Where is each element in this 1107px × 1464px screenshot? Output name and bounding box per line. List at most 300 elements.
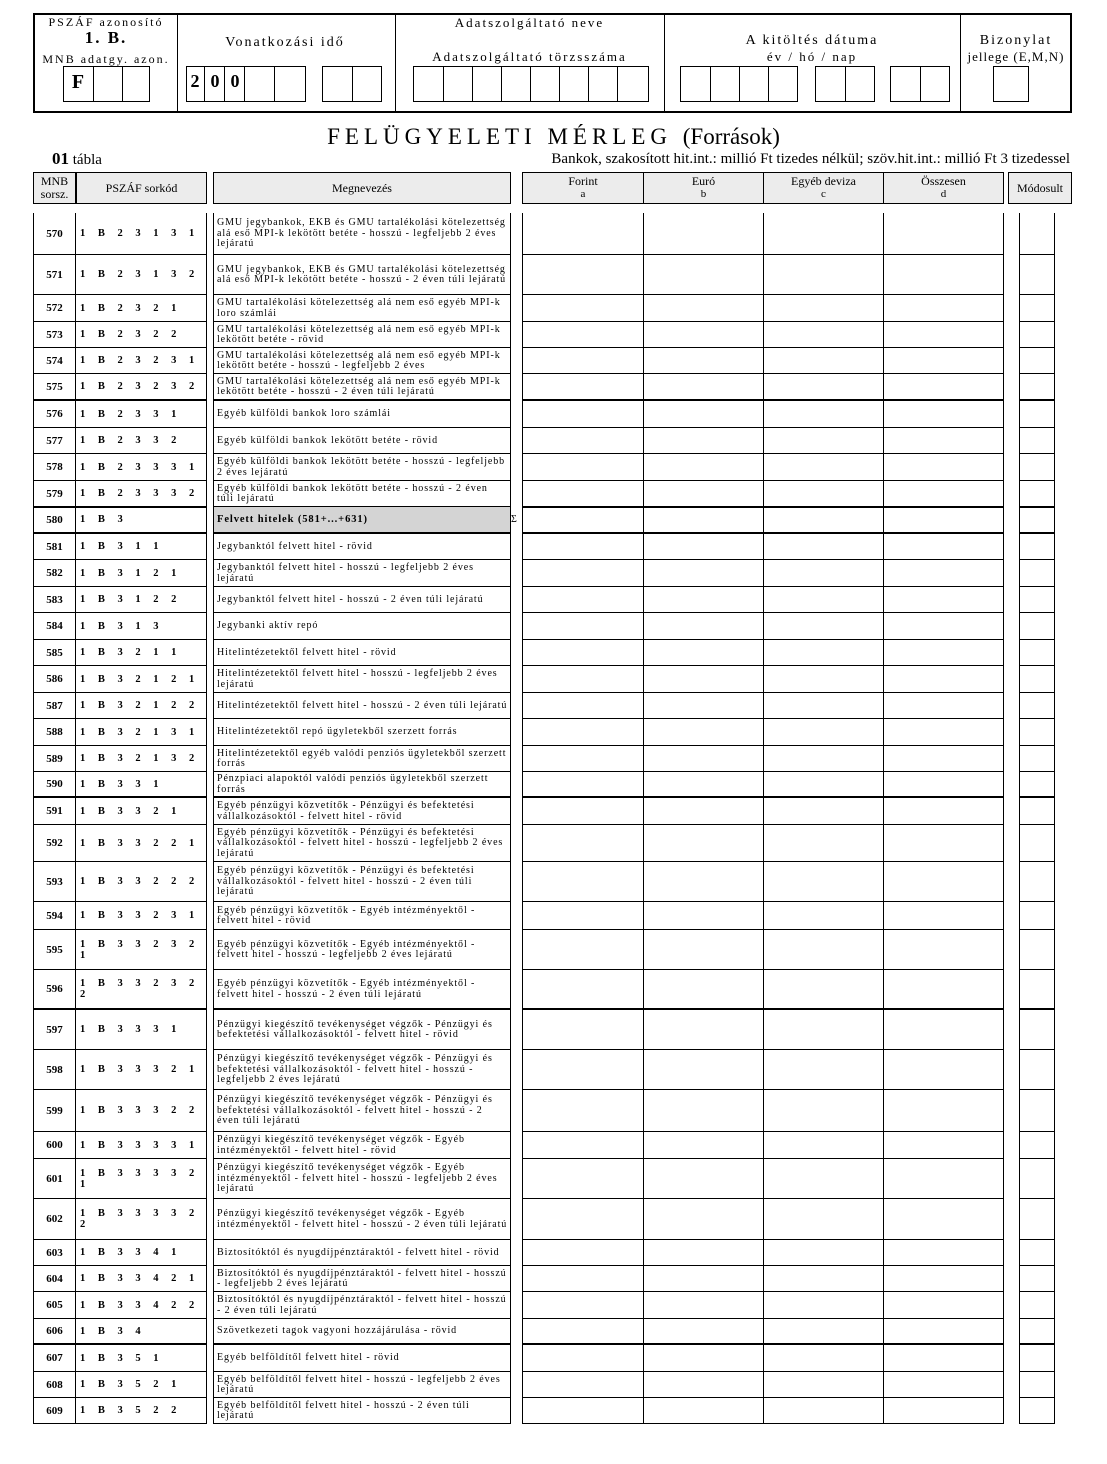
other-currency-cell[interactable] bbox=[763, 640, 883, 666]
euro-cell[interactable] bbox=[643, 746, 763, 772]
row-code bbox=[76, 1319, 207, 1345]
row-code bbox=[76, 213, 207, 255]
forint-cell[interactable] bbox=[522, 1199, 643, 1240]
euro-cell[interactable] bbox=[643, 1050, 763, 1090]
total-cell[interactable] bbox=[883, 348, 1004, 374]
fill-date-day-field[interactable] bbox=[890, 66, 950, 102]
euro-cell[interactable] bbox=[643, 1132, 763, 1159]
euro-cell[interactable] bbox=[643, 1292, 763, 1319]
modified-cell[interactable] bbox=[1019, 666, 1055, 693]
row-code-text: 1 B 3 3 2 2 1 bbox=[80, 837, 200, 849]
forint-cell[interactable] bbox=[522, 746, 643, 772]
other-currency-cell[interactable] bbox=[763, 507, 883, 534]
modified-cell[interactable] bbox=[1019, 454, 1055, 481]
euro-cell[interactable] bbox=[643, 772, 763, 798]
modified-cell[interactable] bbox=[1019, 862, 1055, 902]
form-header bbox=[33, 13, 1072, 113]
total-cell[interactable] bbox=[883, 1199, 1004, 1240]
forint-cell[interactable] bbox=[522, 1345, 643, 1372]
modified-cell[interactable] bbox=[1019, 1159, 1055, 1199]
row-code bbox=[76, 322, 207, 348]
provider-reg-field[interactable] bbox=[413, 66, 649, 102]
other-currency-cell[interactable] bbox=[763, 560, 883, 587]
forint-cell[interactable] bbox=[522, 1090, 643, 1132]
forint-cell[interactable] bbox=[522, 693, 643, 719]
other-currency-cell[interactable] bbox=[763, 1159, 883, 1199]
modified-cell[interactable] bbox=[1019, 534, 1055, 560]
other-currency-cell[interactable] bbox=[763, 693, 883, 719]
forint-cell[interactable] bbox=[522, 1292, 643, 1319]
euro-cell[interactable] bbox=[643, 1266, 763, 1292]
modified-cell[interactable] bbox=[1019, 1345, 1055, 1372]
modified-cell[interactable] bbox=[1019, 640, 1055, 666]
row-number bbox=[33, 322, 76, 348]
other-currency-cell[interactable] bbox=[763, 798, 883, 825]
row-number-text: 573 bbox=[46, 328, 63, 341]
other-currency-cell[interactable] bbox=[763, 930, 883, 970]
euro-cell[interactable] bbox=[643, 1319, 763, 1345]
forint-cell[interactable] bbox=[522, 1266, 643, 1292]
ref-period-month-field[interactable] bbox=[322, 66, 382, 102]
modified-cell[interactable] bbox=[1019, 322, 1055, 348]
forint-cell[interactable] bbox=[522, 1398, 643, 1424]
forint-cell[interactable] bbox=[522, 1372, 643, 1398]
fill-date-format: év / hó / nap bbox=[766, 49, 858, 64]
row-label-text: Hitelintézetektől egyéb valódi penziós ügyletekből szerzett forrás bbox=[217, 747, 507, 769]
euro-cell[interactable] bbox=[643, 798, 763, 825]
total-cell[interactable] bbox=[883, 587, 1004, 613]
row-number bbox=[33, 719, 76, 746]
forint-cell[interactable] bbox=[522, 613, 643, 640]
other-currency-cell[interactable] bbox=[763, 1345, 883, 1372]
modified-cell[interactable] bbox=[1019, 746, 1055, 772]
row-number-text: 595 bbox=[46, 943, 63, 956]
euro-cell[interactable] bbox=[643, 930, 763, 970]
row-code-text: 1 B 2 3 2 3 2 bbox=[80, 381, 200, 392]
other-currency-cell[interactable] bbox=[763, 1132, 883, 1159]
row-number-text: 603 bbox=[46, 1246, 63, 1259]
table-no: 01 bbox=[52, 149, 69, 168]
total-cell[interactable] bbox=[883, 374, 1004, 401]
row-number bbox=[33, 534, 76, 560]
modified-cell[interactable] bbox=[1019, 1199, 1055, 1240]
row-code bbox=[76, 1372, 207, 1398]
row-number-text: 576 bbox=[46, 408, 63, 420]
forint-cell[interactable] bbox=[522, 401, 643, 428]
forint-cell[interactable] bbox=[522, 374, 643, 401]
row-number bbox=[33, 970, 76, 1010]
modified-cell[interactable] bbox=[1019, 1398, 1055, 1424]
forint-cell[interactable] bbox=[522, 1010, 643, 1050]
total-cell[interactable] bbox=[883, 1292, 1004, 1319]
other-currency-cell[interactable] bbox=[763, 374, 883, 401]
row-label bbox=[213, 1010, 511, 1050]
modified-cell[interactable] bbox=[1019, 693, 1055, 719]
forint-cell[interactable] bbox=[522, 295, 643, 322]
other-currency-cell[interactable] bbox=[763, 255, 883, 295]
euro-cell[interactable] bbox=[643, 613, 763, 640]
other-currency-cell[interactable] bbox=[763, 1266, 883, 1292]
euro-cell[interactable] bbox=[643, 507, 763, 534]
other-currency-cell[interactable] bbox=[763, 862, 883, 902]
row-number-text: 601 bbox=[46, 1172, 63, 1185]
row-label bbox=[213, 1159, 511, 1199]
row-label bbox=[213, 902, 511, 930]
row-label bbox=[213, 613, 511, 640]
euro-cell[interactable] bbox=[643, 1159, 763, 1199]
row-code-text: 1 B 3 2 1 3 2 bbox=[80, 753, 200, 764]
row-code-text: 1 B 3 3 3 2 1 bbox=[80, 1064, 200, 1075]
table-row bbox=[33, 772, 1073, 798]
other-currency-cell[interactable] bbox=[763, 666, 883, 693]
euro-cell[interactable] bbox=[643, 428, 763, 454]
row-code-text: 1 B 2 3 1 3 2 bbox=[80, 269, 200, 280]
euro-cell[interactable] bbox=[643, 902, 763, 930]
modified-cell[interactable] bbox=[1019, 1372, 1055, 1398]
other-currency-cell[interactable] bbox=[763, 428, 883, 454]
total-cell[interactable] bbox=[883, 534, 1004, 560]
other-currency-cell[interactable] bbox=[763, 772, 883, 798]
forint-cell[interactable] bbox=[522, 348, 643, 374]
row-label-text: Hitelintézetektől felvett hitel - hosszú - 2 éven túli lejáratú bbox=[217, 699, 508, 711]
other-currency-cell[interactable] bbox=[763, 1090, 883, 1132]
row-label-text: Felvett hitelek (581+...+631) bbox=[217, 513, 368, 525]
other-currency-cell[interactable] bbox=[763, 1372, 883, 1398]
euro-cell[interactable] bbox=[643, 1199, 763, 1240]
fill-date-year-field[interactable] bbox=[680, 66, 798, 102]
total-cell[interactable] bbox=[883, 719, 1004, 746]
forint-cell[interactable] bbox=[522, 862, 643, 902]
row-number-text: 578 bbox=[46, 461, 63, 473]
other-currency-cell[interactable] bbox=[763, 825, 883, 862]
euro-cell[interactable] bbox=[643, 666, 763, 693]
total-cell[interactable] bbox=[883, 295, 1004, 322]
total-cell[interactable] bbox=[883, 1132, 1004, 1159]
euro-cell[interactable] bbox=[643, 693, 763, 719]
other-currency-cell[interactable] bbox=[763, 613, 883, 640]
euro-cell[interactable] bbox=[643, 295, 763, 322]
euro-cell[interactable] bbox=[643, 1090, 763, 1132]
modified-cell[interactable] bbox=[1019, 1292, 1055, 1319]
other-currency-cell[interactable] bbox=[763, 746, 883, 772]
doc-type-sub: jellege (E,M,N) bbox=[967, 49, 1065, 64]
ref-period-year-field[interactable] bbox=[186, 66, 306, 102]
modified-cell[interactable] bbox=[1019, 1319, 1055, 1345]
other-currency-cell[interactable] bbox=[763, 719, 883, 746]
row-number-text: 602 bbox=[46, 1213, 63, 1225]
row-label bbox=[213, 295, 511, 322]
total-cell[interactable] bbox=[883, 481, 1004, 508]
total-cell[interactable] bbox=[883, 862, 1004, 902]
modified-cell[interactable] bbox=[1019, 1050, 1055, 1090]
total-cell[interactable] bbox=[883, 825, 1004, 862]
modified-cell[interactable] bbox=[1019, 560, 1055, 587]
row-label bbox=[213, 1292, 511, 1319]
row-label bbox=[213, 693, 511, 719]
row-number-text: 593 bbox=[46, 875, 63, 888]
modified-cell[interactable] bbox=[1019, 401, 1055, 428]
total-cell[interactable] bbox=[883, 1159, 1004, 1199]
table-row bbox=[33, 348, 1073, 374]
euro-cell[interactable] bbox=[643, 322, 763, 348]
forint-cell[interactable] bbox=[522, 1159, 643, 1199]
total-cell[interactable] bbox=[883, 1319, 1004, 1345]
modified-cell[interactable] bbox=[1019, 348, 1055, 374]
forint-cell[interactable] bbox=[522, 772, 643, 798]
row-number-text: 580 bbox=[46, 513, 63, 526]
table-row bbox=[33, 481, 1073, 508]
euro-cell[interactable] bbox=[643, 587, 763, 613]
forint-cell[interactable] bbox=[522, 428, 643, 454]
row-code bbox=[76, 970, 207, 1010]
table-row bbox=[33, 534, 1073, 560]
modified-cell[interactable] bbox=[1019, 1010, 1055, 1050]
modified-cell[interactable] bbox=[1019, 1132, 1055, 1159]
row-label-text: Pénzpiaci alapoktól valódi penziós ügyletekből szerzett forrás bbox=[217, 773, 489, 795]
table-row bbox=[33, 1050, 1073, 1090]
modified-cell[interactable] bbox=[1019, 1266, 1055, 1292]
row-label-text: Egyéb pénzügyi közvetítők - Pénzügyi és befektetési vállalkozásoktól - felvett hitel - hosszú - 2 éven túli lejáratú bbox=[217, 865, 475, 898]
forint-cell[interactable] bbox=[522, 666, 643, 693]
euro-cell[interactable] bbox=[643, 862, 763, 902]
row-code-text: 1 B 2 3 2 2 bbox=[80, 329, 182, 340]
other-currency-cell[interactable] bbox=[763, 1010, 883, 1050]
total-cell[interactable] bbox=[883, 902, 1004, 930]
total-cell[interactable] bbox=[883, 772, 1004, 798]
euro-cell[interactable] bbox=[643, 1345, 763, 1372]
euro-cell[interactable] bbox=[643, 348, 763, 374]
forint-cell[interactable] bbox=[522, 1050, 643, 1090]
total-cell[interactable] bbox=[883, 322, 1004, 348]
row-code-text: 1 B 3 2 1 2 1 bbox=[80, 673, 200, 685]
forint-cell[interactable] bbox=[522, 454, 643, 481]
row-label-text: Egyéb pénzügyi közvetítők - Pénzügyi és befektetési vállalkozásoktól - felvett hitel - hosszú - legfeljebb 2 éves lejáratú bbox=[217, 826, 504, 859]
euro-cell[interactable] bbox=[643, 374, 763, 401]
modified-cell[interactable] bbox=[1019, 374, 1055, 401]
forint-cell[interactable] bbox=[522, 560, 643, 587]
other-currency-cell[interactable] bbox=[763, 1319, 883, 1345]
modified-cell[interactable] bbox=[1019, 295, 1055, 322]
total-cell[interactable] bbox=[883, 401, 1004, 428]
doc-type-field[interactable] bbox=[993, 66, 1029, 102]
row-number bbox=[33, 587, 76, 613]
row-code-text: 1 B 3 1 2 1 bbox=[80, 567, 182, 579]
other-currency-cell[interactable] bbox=[763, 1292, 883, 1319]
other-currency-cell[interactable] bbox=[763, 1398, 883, 1424]
total-cell[interactable] bbox=[883, 1372, 1004, 1398]
row-number-text: 591 bbox=[46, 805, 63, 817]
row-label bbox=[213, 507, 511, 534]
modified-cell[interactable] bbox=[1019, 613, 1055, 640]
other-currency-cell[interactable] bbox=[763, 1050, 883, 1090]
total-cell[interactable] bbox=[883, 428, 1004, 454]
total-cell[interactable] bbox=[883, 454, 1004, 481]
row-code bbox=[76, 1050, 207, 1090]
modified-cell[interactable] bbox=[1019, 825, 1055, 862]
modified-cell[interactable] bbox=[1019, 970, 1055, 1010]
row-code-text: 1 B 3 3 1 bbox=[80, 778, 164, 790]
euro-cell[interactable] bbox=[643, 1240, 763, 1266]
euro-cell[interactable] bbox=[643, 1398, 763, 1424]
forint-cell[interactable] bbox=[522, 719, 643, 746]
row-label-text: Pénzügyi kiegészítő tevékenységet végzők - Pénzügyi és befektetési vállalkozásoktól - felvett hitel - hosszú - 2 éven túli lejáratú bbox=[217, 1094, 493, 1127]
total-cell[interactable] bbox=[883, 613, 1004, 640]
total-cell[interactable] bbox=[883, 1398, 1004, 1424]
row-code bbox=[76, 374, 207, 401]
total-cell[interactable] bbox=[883, 560, 1004, 587]
row-label-text: Hitelintézetektől felvett hitel - hosszú - legfeljebb 2 éves lejáratú bbox=[217, 668, 498, 690]
total-cell[interactable] bbox=[883, 1090, 1004, 1132]
row-number-text: 587 bbox=[46, 699, 63, 712]
forint-cell[interactable] bbox=[522, 481, 643, 508]
other-currency-cell[interactable] bbox=[763, 213, 883, 255]
table-row bbox=[33, 428, 1073, 454]
total-cell[interactable] bbox=[883, 1240, 1004, 1266]
other-currency-cell[interactable] bbox=[763, 401, 883, 428]
forint-cell[interactable] bbox=[522, 640, 643, 666]
pszaf-id-value: 1. B. bbox=[84, 28, 128, 47]
row-code bbox=[76, 825, 207, 862]
row-label-text: Egyéb külföldi bankok loro számlái bbox=[217, 408, 391, 420]
ref-digit: 0 bbox=[210, 71, 220, 91]
forint-cell[interactable] bbox=[522, 930, 643, 970]
forint-cell[interactable] bbox=[522, 825, 643, 862]
euro-cell[interactable] bbox=[643, 255, 763, 295]
row-code bbox=[76, 693, 207, 719]
forint-cell[interactable] bbox=[522, 1319, 643, 1345]
euro-cell[interactable] bbox=[643, 1372, 763, 1398]
total-cell[interactable] bbox=[883, 666, 1004, 693]
total-cell[interactable] bbox=[883, 1010, 1004, 1050]
table-row bbox=[33, 507, 1073, 534]
forint-cell[interactable] bbox=[522, 507, 643, 534]
table-row bbox=[33, 1199, 1073, 1240]
row-number bbox=[33, 295, 76, 322]
row-code bbox=[76, 1010, 207, 1050]
forint-cell[interactable] bbox=[522, 1132, 643, 1159]
forint-cell[interactable] bbox=[522, 798, 643, 825]
total-cell[interactable] bbox=[883, 213, 1004, 255]
other-currency-cell[interactable] bbox=[763, 970, 883, 1010]
table-row bbox=[33, 587, 1073, 613]
table-row bbox=[33, 401, 1073, 428]
euro-cell[interactable] bbox=[643, 560, 763, 587]
other-currency-cell[interactable] bbox=[763, 1240, 883, 1266]
modified-cell[interactable] bbox=[1019, 213, 1055, 255]
total-cell[interactable] bbox=[883, 746, 1004, 772]
euro-cell[interactable] bbox=[643, 481, 763, 508]
other-currency-cell[interactable] bbox=[763, 902, 883, 930]
total-cell[interactable] bbox=[883, 255, 1004, 295]
euro-cell[interactable] bbox=[643, 970, 763, 1010]
fill-date-month-field[interactable] bbox=[815, 66, 875, 102]
row-label-text: Jegybanktól felvett hitel - hosszú - legfeljebb 2 éves lejáratú bbox=[217, 562, 474, 584]
forint-cell[interactable] bbox=[522, 255, 643, 295]
row-label-text: Hitelintézetektől felvett hitel - rövid bbox=[217, 646, 397, 658]
total-cell[interactable] bbox=[883, 930, 1004, 970]
other-currency-cell[interactable] bbox=[763, 1199, 883, 1240]
row-code bbox=[76, 1090, 207, 1132]
euro-cell[interactable] bbox=[643, 454, 763, 481]
forint-cell[interactable] bbox=[522, 587, 643, 613]
other-currency-cell[interactable] bbox=[763, 454, 883, 481]
other-currency-cell[interactable] bbox=[763, 587, 883, 613]
modified-cell[interactable] bbox=[1019, 719, 1055, 746]
ref-digit: 0 bbox=[230, 71, 240, 91]
forint-cell[interactable] bbox=[522, 534, 643, 560]
modified-cell[interactable] bbox=[1019, 798, 1055, 825]
modified-cell[interactable] bbox=[1019, 902, 1055, 930]
euro-cell[interactable] bbox=[643, 1010, 763, 1050]
row-label bbox=[213, 930, 511, 970]
row-code bbox=[76, 1159, 207, 1199]
modified-cell[interactable] bbox=[1019, 481, 1055, 508]
row-code-text: 1 B 2 3 2 3 1 bbox=[80, 355, 200, 366]
row-label-text: Egyéb külföldi bankok lekötött betéte - hosszú - 2 éven túli lejáratú bbox=[217, 482, 488, 504]
total-cell[interactable] bbox=[883, 507, 1004, 534]
total-cell[interactable] bbox=[883, 640, 1004, 666]
other-currency-cell[interactable] bbox=[763, 534, 883, 560]
row-code-text: 1 B 3 3 3 3 1 bbox=[80, 1139, 200, 1151]
total-cell[interactable] bbox=[883, 1345, 1004, 1372]
table-word: tábla bbox=[72, 152, 102, 168]
row-label bbox=[213, 640, 511, 666]
other-currency-cell[interactable] bbox=[763, 322, 883, 348]
modified-cell[interactable] bbox=[1019, 772, 1055, 798]
forint-cell[interactable] bbox=[522, 322, 643, 348]
total-cell[interactable] bbox=[883, 1050, 1004, 1090]
row-label-text: Pénzügyi kiegészítő tevékenységet végzők - Egyéb intézményektől - felvett hitel - rövid bbox=[217, 1134, 465, 1156]
row-number bbox=[33, 1398, 76, 1424]
row-label-text: Biztosítóktól és nyugdíjpénztáraktól - felvett hitel - hosszú - legfeljebb 2 éves lejáratú bbox=[217, 1267, 507, 1289]
row-number bbox=[33, 1159, 76, 1199]
modified-cell[interactable] bbox=[1019, 1090, 1055, 1132]
other-currency-cell[interactable] bbox=[763, 481, 883, 508]
modified-cell[interactable] bbox=[1019, 930, 1055, 970]
row-number bbox=[33, 1372, 76, 1398]
mnb-id-field[interactable] bbox=[63, 66, 150, 102]
modified-cell[interactable] bbox=[1019, 507, 1055, 534]
euro-cell[interactable] bbox=[643, 213, 763, 255]
forint-cell[interactable] bbox=[522, 970, 643, 1010]
forint-cell[interactable] bbox=[522, 902, 643, 930]
other-currency-cell[interactable] bbox=[763, 295, 883, 322]
modified-cell[interactable] bbox=[1019, 428, 1055, 454]
forint-cell[interactable] bbox=[522, 1240, 643, 1266]
modified-cell[interactable] bbox=[1019, 587, 1055, 613]
other-currency-cell[interactable] bbox=[763, 348, 883, 374]
euro-cell[interactable] bbox=[643, 534, 763, 560]
forint-cell[interactable] bbox=[522, 213, 643, 255]
total-cell[interactable] bbox=[883, 970, 1004, 1010]
row-number-text: 594 bbox=[46, 909, 63, 922]
euro-cell[interactable] bbox=[643, 401, 763, 428]
row-code bbox=[76, 930, 207, 970]
row-code bbox=[76, 1266, 207, 1292]
total-cell[interactable] bbox=[883, 1266, 1004, 1292]
row-number-text: 581 bbox=[46, 540, 63, 553]
modified-cell[interactable] bbox=[1019, 1240, 1055, 1266]
row-number-text: 585 bbox=[46, 646, 63, 659]
euro-cell[interactable] bbox=[643, 719, 763, 746]
total-cell[interactable] bbox=[883, 693, 1004, 719]
row-code bbox=[76, 666, 207, 693]
total-cell[interactable] bbox=[883, 798, 1004, 825]
modified-cell[interactable] bbox=[1019, 255, 1055, 295]
row-number bbox=[33, 213, 76, 255]
euro-cell[interactable] bbox=[643, 825, 763, 862]
euro-cell[interactable] bbox=[643, 640, 763, 666]
